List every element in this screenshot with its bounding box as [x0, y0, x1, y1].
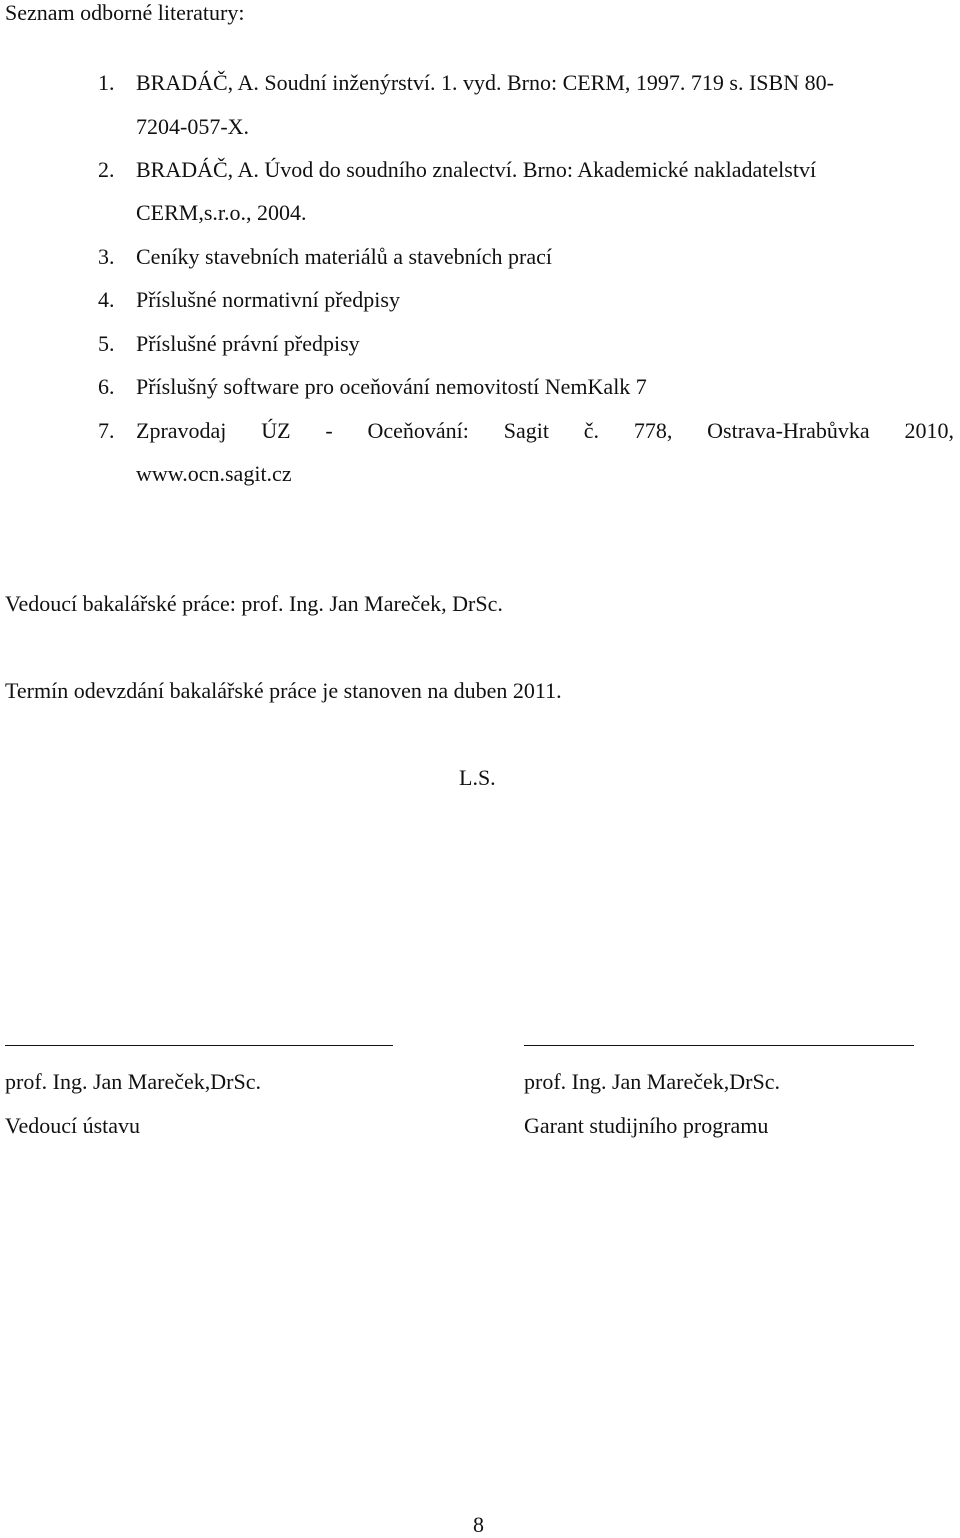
- reference-number: 3.: [98, 244, 115, 269]
- reference-text: BRADÁČ, A. Soudní inženýrství. 1. vyd. Brno: CERM, 1997. 719 s. ISBN 80-: [136, 70, 834, 95]
- signatory-name: prof. Ing. Jan Mareček,DrSc.: [524, 1069, 780, 1094]
- reference-number: 6.: [98, 374, 115, 399]
- signature-line: [5, 1045, 393, 1046]
- reference-text-continued: CERM,s.r.o., 2004.: [136, 200, 307, 225]
- reference-text: [136, 418, 954, 444]
- reference-number: 2.: [98, 157, 115, 182]
- reference-text: Ceníky stavebních materiálů a stavebních prací: [136, 244, 553, 269]
- reference-word: 778,: [633, 418, 673, 443]
- reference-word: Zpravodaj: [136, 418, 227, 443]
- reference-number: 4.: [98, 287, 115, 312]
- reference-text: Příslušné normativní předpisy: [136, 287, 400, 312]
- reference-word: 2010,: [904, 418, 954, 443]
- signatory-role: Garant studijního programu: [524, 1113, 769, 1138]
- reference-word: Sagit: [503, 418, 549, 443]
- page-number: 8: [473, 1512, 484, 1537]
- signatory-name: prof. Ing. Jan Mareček,DrSc.: [5, 1069, 261, 1094]
- reference-text: BRADÁČ, A. Úvod do soudního znalectví. Brno: Akademické nakladatelství: [136, 157, 817, 182]
- seal-mark: L.S.: [459, 765, 496, 790]
- deadline-line: Termín odevzdání bakalářské práce je stanoven na duben 2011.: [5, 678, 562, 703]
- reference-word: č.: [583, 418, 600, 443]
- literature-heading: Seznam odborné literatury:: [5, 0, 245, 25]
- reference-number: 5.: [98, 331, 115, 356]
- reference-number: 7.: [98, 418, 115, 443]
- supervisor-line: Vedoucí bakalářské práce: prof. Ing. Jan Mareček, DrSc.: [5, 591, 503, 616]
- reference-word: Ostrava-Hrabůvka: [707, 418, 870, 443]
- reference-word: -: [325, 418, 333, 443]
- signature-line: [524, 1045, 914, 1046]
- reference-word: ÚZ: [261, 418, 291, 443]
- reference-word: Oceňování:: [367, 418, 469, 443]
- reference-text-continued: 7204-057-X.: [136, 114, 250, 139]
- reference-url: www.ocn.sagit.cz: [136, 461, 292, 486]
- reference-text: Příslušný software pro oceňování nemovitostí NemKalk 7: [136, 374, 647, 399]
- reference-text: Příslušné právní předpisy: [136, 331, 360, 356]
- reference-number: 1.: [98, 70, 115, 95]
- signatory-role: Vedoucí ústavu: [5, 1113, 141, 1138]
